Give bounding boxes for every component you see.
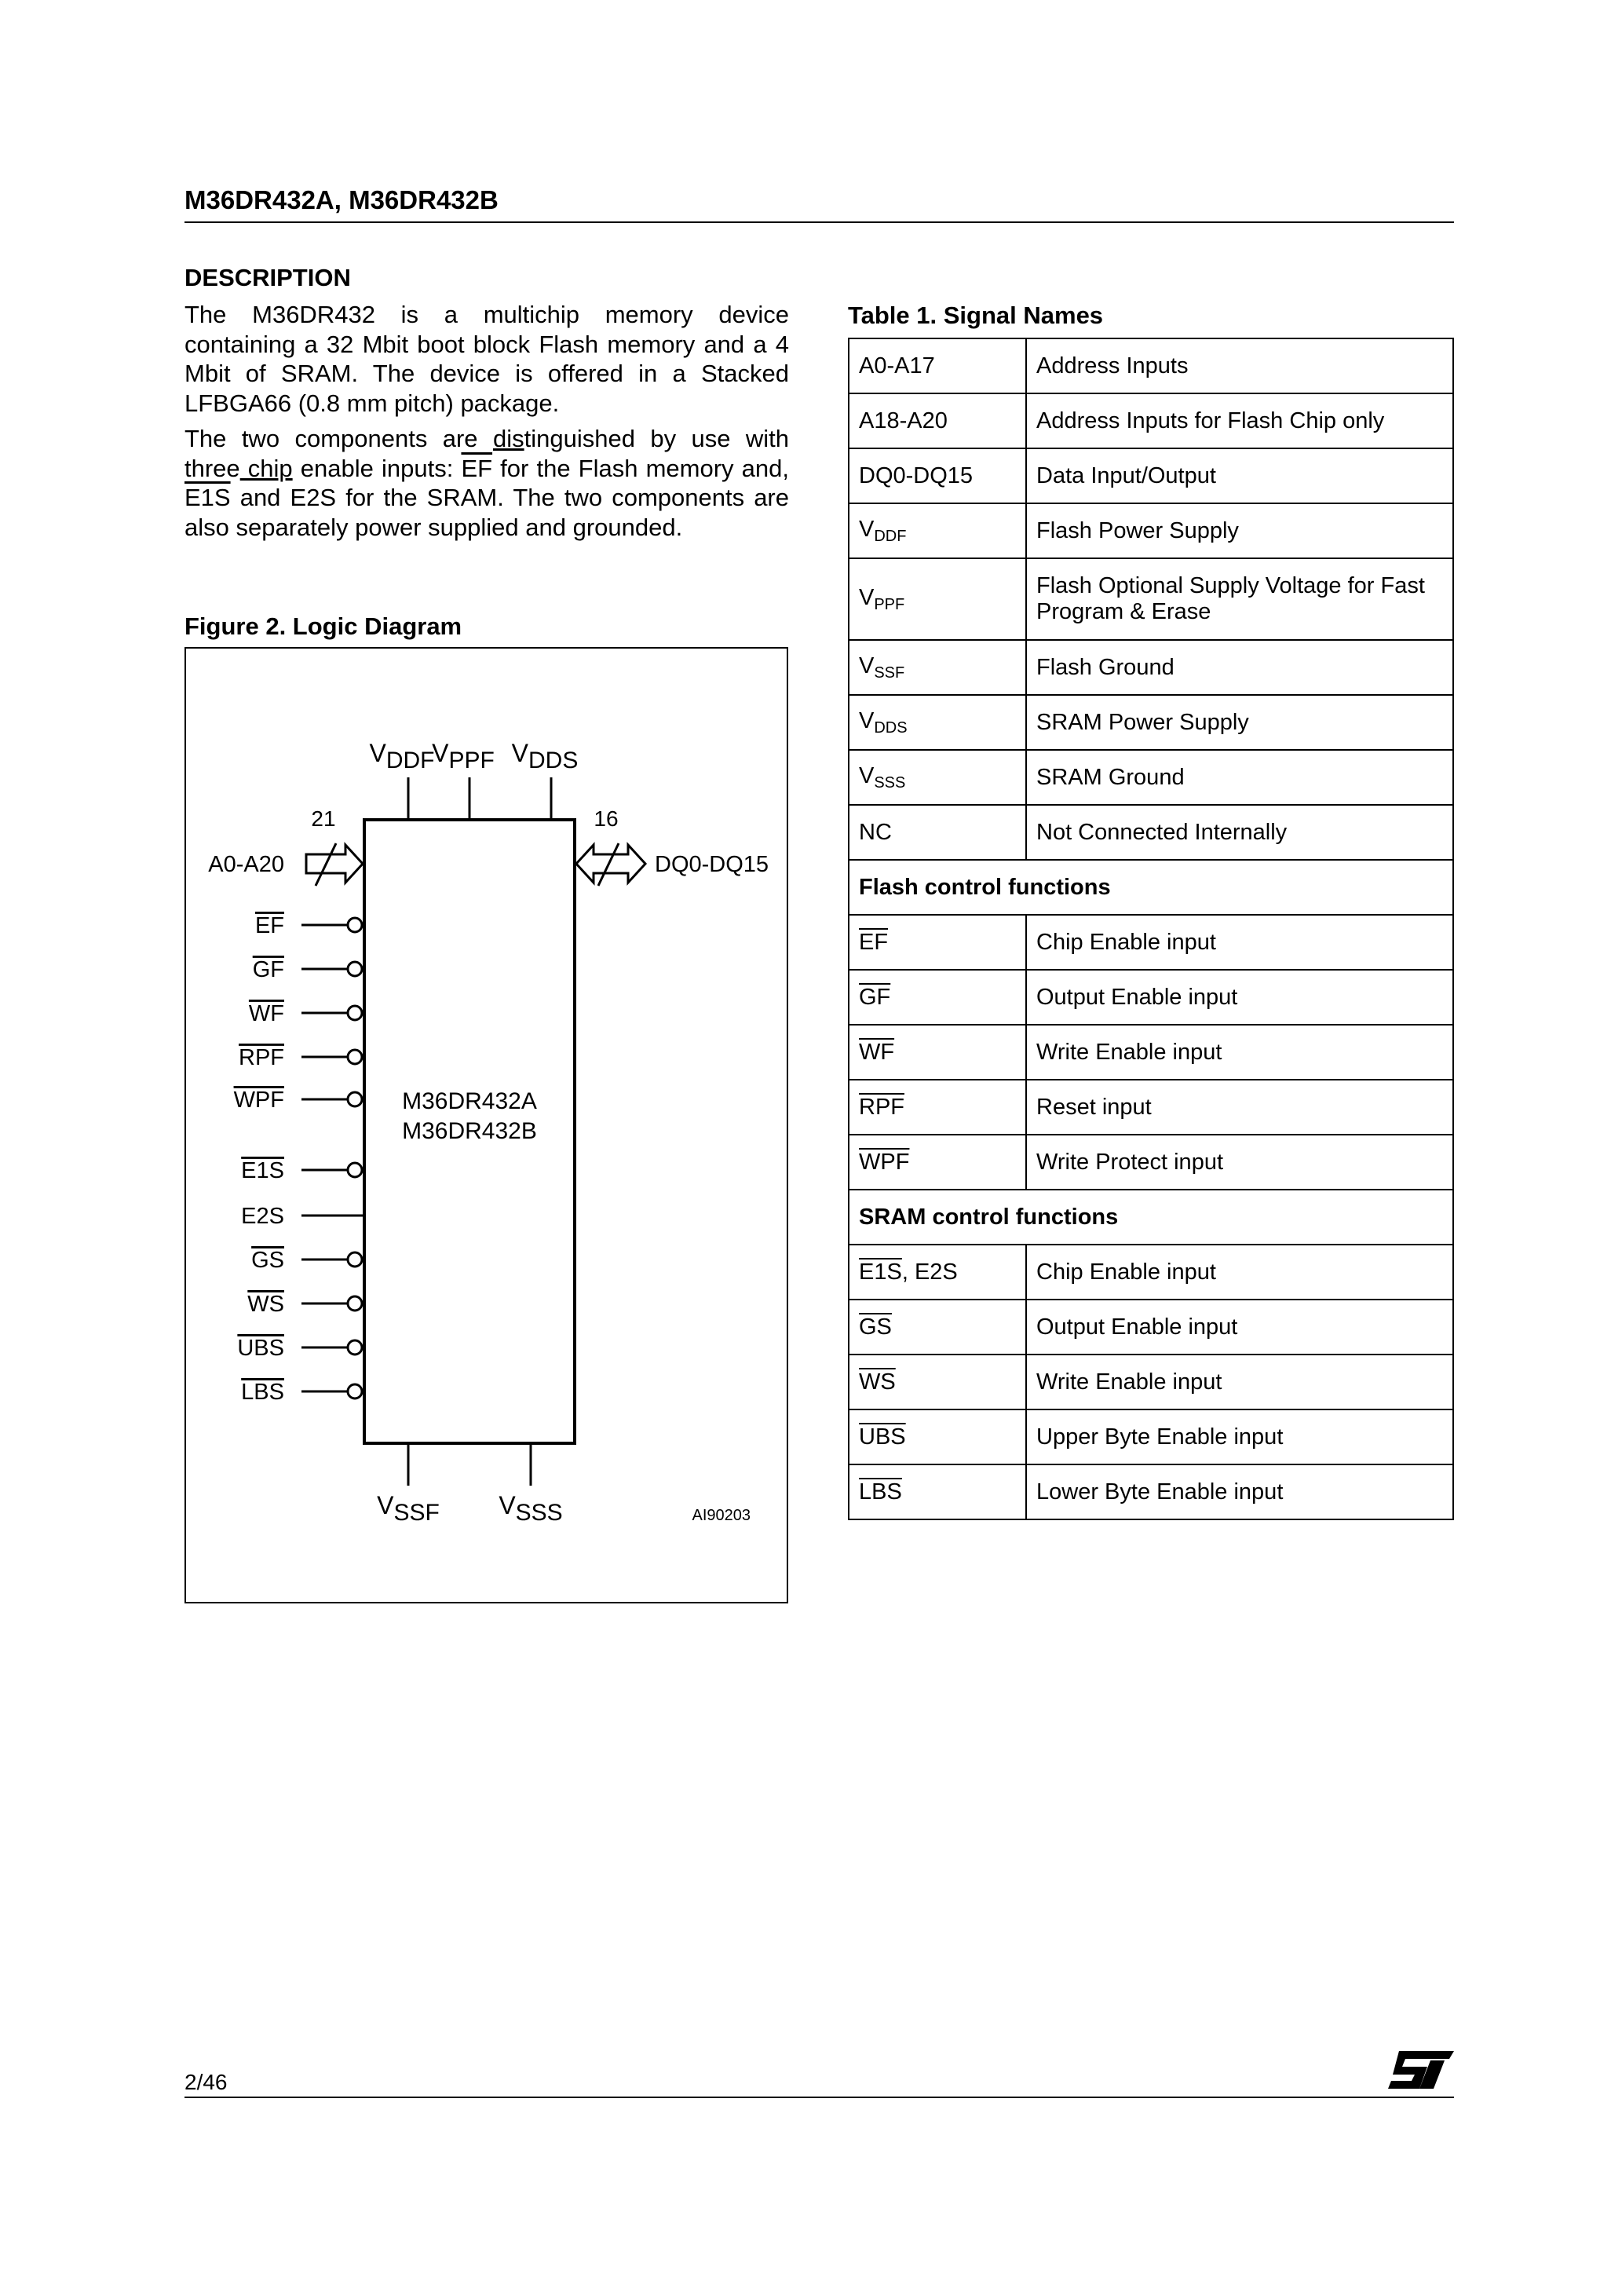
- footer-rule: [184, 2097, 1454, 2098]
- signal-name-cell: A0-A17: [849, 338, 1026, 393]
- signal-name-cell: $\overline{GS}$: [849, 1300, 1026, 1355]
- data-bus-slash: [598, 843, 619, 886]
- st-logo-icon: [1385, 2049, 1456, 2090]
- pin-bubble-wpf: [348, 1092, 362, 1106]
- data-bus-label: DQ0-DQ15: [655, 852, 769, 877]
- pin-bubble-ef: [348, 918, 362, 932]
- signal-description-cell: Output Enable input: [1026, 1300, 1453, 1355]
- description-paragraph-2: The two components are distinguished by use with three chip enable inputs: $\overline{EF}$ for the Flash memory and, E1S and E2S for the SRAM. The two components are also separately power supplied and grounded.: [184, 425, 789, 541]
- signal-name-cell: NC: [849, 805, 1026, 860]
- signal-description-cell: Write Enable input: [1026, 1025, 1453, 1080]
- table-row: [849, 448, 1453, 503]
- pin-label-lbs: LBS: [241, 1380, 284, 1405]
- table-row: [849, 915, 1453, 970]
- pin-label-ubs: UBS: [237, 1336, 284, 1361]
- e1s-signal: E1S: [184, 484, 231, 511]
- signal-description-cell: Chip Enable input: [1026, 915, 1453, 970]
- signal-description-cell: Chip Enable input: [1026, 1245, 1453, 1300]
- signal-name-cell: DQ0-DQ15: [849, 448, 1026, 503]
- signal-name-cell: $V_{DDF}$: [849, 503, 1026, 558]
- signal-name-cell: $\overline{WF}$: [849, 1025, 1026, 1080]
- table-row: [849, 1245, 1453, 1300]
- table-row: [849, 1080, 1453, 1135]
- table-row: [849, 503, 1453, 558]
- pin-bubble-wf: [348, 1006, 362, 1020]
- table-row: [849, 1025, 1453, 1080]
- data-bus-arrow: [576, 845, 645, 883]
- signal-name-cell: $\overline{GF}$: [849, 970, 1026, 1025]
- signal-description-cell: Lower Byte Enable input: [1026, 1464, 1453, 1519]
- signal-name-cell: $\overline{WPF}$: [849, 1135, 1026, 1190]
- pin-label-e2s: E2S: [241, 1204, 284, 1229]
- description-paragraph-1: The M36DR432 is a multichip memory device containing a 32 Mbit boot block Flash memory and a 4 Mbit of SRAM. The device is offered in a Stacked LFBGA66 (0.8 mm pitch) package.: [184, 301, 789, 417]
- table-row: [849, 1355, 1453, 1409]
- pin-label-wpf: WPF: [233, 1088, 284, 1113]
- signal-description-cell: Upper Byte Enable input: [1026, 1409, 1453, 1464]
- address-bus-slash: [316, 843, 336, 886]
- pin-label-gf: GF: [252, 957, 284, 982]
- address-bus-arrow: [306, 845, 363, 883]
- signal-description-cell: Not Connected Internally: [1026, 805, 1453, 860]
- document-title: M36DR432A, M36DR432B: [184, 185, 499, 214]
- signal-names-table: [848, 338, 1454, 1520]
- chip-name-b: M36DR432B: [402, 1118, 537, 1144]
- signal-name-cell: $V_{SSF}$: [849, 640, 1026, 695]
- data-bus-width: 16: [594, 806, 619, 831]
- table-row: [849, 1464, 1453, 1519]
- signal-name-cell: $\overline{RPF}$: [849, 1080, 1026, 1135]
- table-row: [849, 393, 1453, 448]
- top-pin-label-dds: VDDS: [511, 739, 579, 773]
- pin-bubble-ubs: [348, 1340, 362, 1355]
- bottom-pin-label-sss: VSSS: [499, 1491, 563, 1526]
- signal-name-cell: $V_{DDS}$: [849, 695, 1026, 750]
- address-bus-label: A0-A20: [208, 852, 284, 877]
- signal-description-cell: Flash Ground: [1026, 640, 1453, 695]
- signal-name-cell: $\overline{LBS}$: [849, 1464, 1026, 1519]
- chip-name-a: M36DR432A: [402, 1088, 537, 1114]
- table-section-heading: SRAM control functions: [849, 1190, 1453, 1245]
- signal-description-cell: Output Enable input: [1026, 970, 1453, 1025]
- signal-name-cell: $V_{SSS}$: [849, 750, 1026, 805]
- signal-name-cell: E1S, E2S: [849, 1245, 1026, 1300]
- table-caption: Table 1. Signal Names: [848, 302, 1104, 329]
- pin-label-ef: EF: [254, 913, 284, 938]
- figure-ref-code: AI90203: [692, 1507, 751, 1524]
- table-row: [849, 1300, 1453, 1355]
- pin-bubble-gs: [348, 1252, 362, 1267]
- signal-description-cell: Flash Power Supply: [1026, 503, 1453, 558]
- pin-label-ws: WS: [247, 1292, 284, 1317]
- table-row: [849, 805, 1453, 860]
- signal-description-cell: SRAM Power Supply: [1026, 695, 1453, 750]
- table-row: [849, 558, 1453, 640]
- page-number: 2/46: [184, 2070, 228, 2094]
- table-row: [849, 1135, 1453, 1190]
- signal-name-cell: $\overline{WS}$: [849, 1355, 1026, 1409]
- signal-name-cell: $\overline{UBS}$: [849, 1409, 1026, 1464]
- address-bus-width: 21: [311, 806, 336, 831]
- table-row: [849, 970, 1453, 1025]
- signal-description-cell: Address Inputs for Flash Chip only: [1026, 393, 1453, 448]
- pin-label-wf: WF: [248, 1001, 284, 1026]
- signal-description-cell: Reset input: [1026, 1080, 1453, 1135]
- pin-bubble-rpf: [348, 1050, 362, 1064]
- table-row: [849, 640, 1453, 695]
- description-heading: DESCRIPTION: [184, 264, 351, 291]
- ef-signal: $\overline{EF}$: [461, 454, 493, 482]
- signal-description-cell: Data Input/Output: [1026, 448, 1453, 503]
- signal-description-cell: Flash Optional Supply Voltage for Fast Program & Erase: [1026, 558, 1453, 640]
- signal-name-cell: A18-A20: [849, 393, 1026, 448]
- pin-bubble-gf: [348, 962, 362, 976]
- pin-bubble-e1s: [348, 1163, 362, 1177]
- pin-label-e1s: E1S: [241, 1158, 284, 1183]
- pin-bubble-ws: [348, 1296, 362, 1311]
- table-section-heading: Flash control functions: [849, 860, 1453, 915]
- signal-name-cell: $V_{PPF}$: [849, 558, 1026, 640]
- table-row: [849, 338, 1453, 393]
- figure-caption: Figure 2. Logic Diagram: [184, 612, 462, 640]
- signal-description-cell: SRAM Ground: [1026, 750, 1453, 805]
- top-pin-label-ppf: VPPF: [432, 739, 495, 773]
- pin-bubble-lbs: [348, 1384, 362, 1398]
- top-pin-label-ddf: VDDF: [369, 739, 435, 773]
- table-section-row: [849, 860, 1453, 915]
- table-row: [849, 750, 1453, 805]
- bottom-pin-label-ssf: VSSF: [377, 1491, 440, 1526]
- table-section-row: [849, 1190, 1453, 1245]
- pin-label-rpf: RPF: [239, 1045, 284, 1070]
- table-row: [849, 695, 1453, 750]
- signal-description-cell: Write Enable input: [1026, 1355, 1453, 1409]
- pin-label-gs: GS: [251, 1248, 284, 1273]
- signal-name-cell: $\overline{EF}$: [849, 915, 1026, 970]
- signal-description-cell: Address Inputs: [1026, 338, 1453, 393]
- signal-description-cell: Write Protect input: [1026, 1135, 1453, 1190]
- table-row: [849, 1409, 1453, 1464]
